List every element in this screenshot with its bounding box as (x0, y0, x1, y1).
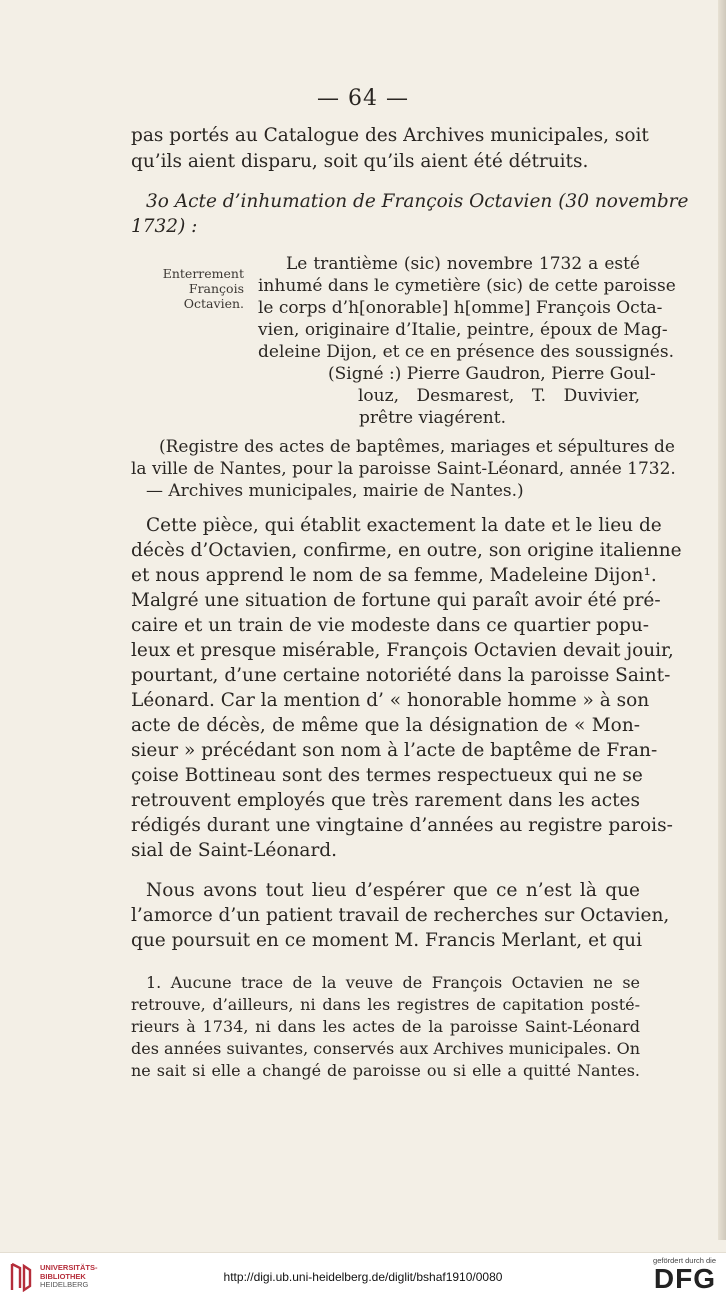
text-line: que poursuit en ce moment M. Francis Merlant, et qui (131, 930, 643, 951)
text-line: et nous apprend le nom de sa femme, Madeleine Dijon¹. (131, 565, 657, 586)
page-edge-shadow (718, 0, 726, 1240)
text-line: acte de décès, de même que la désignation de « Mon- (131, 715, 640, 736)
text-line: pas portés au Catalogue des Archives municipales, soit (131, 125, 649, 146)
funder-name: DFG (653, 1263, 716, 1294)
margin-note-line: François (188, 281, 244, 296)
quote-line: Le trantième (sic) novembre 1732 a esté (286, 254, 640, 274)
text-line: qu’ils aient disparu, soit qu’ils aient été détruits. (131, 151, 589, 172)
text-line: leux et presque misérable, François Octavien devait jouir, (131, 640, 674, 661)
text-line: Nous avons tout lieu d’espérer que ce n’est là que (146, 880, 640, 901)
text-line: Léonard. Car la mention d’ « honorable homme » à son (131, 690, 650, 711)
library-name-line: BIBLIOTHEK (40, 1271, 86, 1281)
footnote-line: 1. Aucune trace de la veuve de François Octavien ne se (146, 973, 640, 992)
text-line: caire et un train de vie modeste dans ce quartier popu- (131, 615, 650, 636)
text-line: sieur » précédant son nom à l’acte de baptême de Fran- (131, 740, 658, 761)
text-line: Malgré une situation de fortune qui paraît avoir été pré- (131, 590, 661, 611)
text-line: Cette pièce, qui établit exactement la date et le lieu de (146, 515, 662, 536)
library-name-line: HEIDELBERG (40, 1280, 89, 1290)
quote-signature: (Signé :) Pierre Gaudron, Pierre Goul- (328, 364, 656, 384)
footnote-line: ne sait si elle a changé de paroisse ou si elle a quitté Nantes. (131, 1061, 640, 1080)
text-line: retrouvent employés que très rarement dans les actes (131, 790, 640, 811)
quote-line: deleine Dijon, et ce en présence des soussignés. (258, 342, 674, 362)
text-line: décès d’Octavien, confirme, en outre, son origine italienne (131, 540, 682, 561)
source-line: — Archives municipales, mairie de Nantes.) (146, 481, 524, 501)
section-heading: 1732) : (131, 216, 198, 237)
section-heading: 3o Acte d’inhumation de François Octavien (30 novembre (146, 191, 689, 212)
dfg-logo[interactable] (653, 1256, 716, 1293)
permalink-url[interactable]: http://digi.ub.uni-heidelberg.de/diglit/bshaf1910/0080 (223, 1270, 503, 1284)
margin-note-line: Enterrement (162, 266, 244, 281)
library-name-line: UNIVERSITÄTS- (40, 1263, 98, 1273)
page-number: — 64 — (317, 86, 409, 111)
text-line: l’amorce d’un patient travail de recherches sur Octavien, (131, 905, 670, 926)
quote-signature: louz, Desmarest, T. Duvivier, (358, 386, 640, 406)
text-line: sial de Saint-Léonard. (131, 840, 338, 861)
quote-line: le corps d’h[onorable] h[omme] François Octa- (258, 298, 663, 318)
source-line: (Registre des actes de baptêmes, mariages et sépultures de (159, 437, 675, 457)
text-line: pourtant, d’une certaine notoriété dans la paroisse Saint- (131, 665, 671, 686)
text-line: rédigés durant une vingtaine d’années au registre parois- (131, 815, 673, 836)
footnote-line: des années suivantes, conservés aux Archives municipales. On (131, 1039, 640, 1058)
quote-line: inhumé dans le cymetière (sic) de cette paroisse (258, 276, 676, 296)
margin-note-line: Octavien. (183, 296, 244, 311)
margin-note (128, 266, 244, 311)
quote-line: vien, originaire d’Italie, peintre, époux de Mag- (258, 320, 668, 340)
text-line: çoise Bottineau sont des termes respectueux qui ne se (131, 765, 643, 786)
source-line: la ville de Nantes, pour la paroisse Saint-Léonard, année 1732. (131, 459, 676, 479)
quote-signature: prêtre viagérent. (359, 408, 506, 428)
footnote-line: rieurs à 1734, ni dans les actes de la paroisse Saint-Léonard (131, 1017, 640, 1036)
footnote-line: retrouve, d’ailleurs, ni dans les registres de capitation posté- (131, 995, 640, 1014)
funder-caption: gefördert durch die (653, 1256, 716, 1265)
